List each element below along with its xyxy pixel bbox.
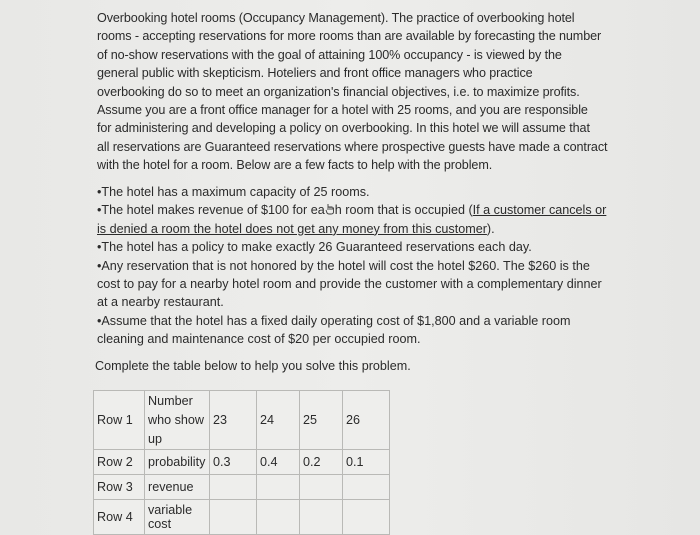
- fact-penalty: •Any reservation that is not honored by the hotel will cost the hotel $260. The $260 is the: [97, 258, 590, 273]
- intro-line: with the hotel for a room. Below are a few facts to help with the problem.: [97, 158, 493, 173]
- table-cell-empty: [257, 500, 300, 535]
- intro-paragraph: [97, 9, 607, 175]
- fact-penalty-cont: cost to pay for a nearby hotel room and provide the customer with a complementary dinner: [97, 277, 602, 292]
- fact-costs: •Assume that the hotel has a fixed daily operating cost of $1,800 and a variable room: [97, 313, 571, 328]
- overbooking-table: [93, 390, 390, 535]
- intro-line: all reservations are Guaranteed reservations where prospective guests have made a contract: [97, 139, 608, 154]
- hand-cursor-icon: [325, 202, 335, 214]
- table-cell: 26: [343, 391, 390, 450]
- table-row: [94, 500, 390, 535]
- table-cell: 24: [257, 391, 300, 450]
- table-cell: 0.4: [257, 450, 300, 475]
- intro-line: rooms - accepting reservations for more rooms than are available by forecasting the number: [97, 29, 602, 44]
- table-cell: 23: [210, 391, 257, 450]
- intro-line: for administering and developing a policy on overbooking. In this hotel we will assume that: [97, 121, 590, 136]
- fact-policy: •The hotel has a policy to make exactly 26 Guaranteed reservations each day.: [97, 240, 532, 255]
- table-cell-empty: [300, 475, 343, 500]
- table-row: [94, 450, 390, 475]
- table-cell-empty: [257, 475, 300, 500]
- table-cell-empty: [210, 500, 257, 535]
- intro-line: general public with skepticism. Hoteliers and front office managers who practice: [97, 66, 533, 81]
- row-label: Row 2: [94, 450, 145, 475]
- table-cell-empty: [210, 475, 257, 500]
- fact-capacity: •The hotel has a maximum capacity of 25 rooms.: [97, 185, 370, 199]
- fact-penalty-cont: at a nearby restaurant.: [97, 295, 224, 310]
- table-cell: 0.1: [343, 450, 390, 475]
- intro-line: of no-show reservations with the goal of attaining 100% occupancy - is viewed by the: [97, 47, 562, 62]
- intro-line: Overbooking hotel rooms (Occupancy Management). The practice of overbooking hotel: [97, 11, 575, 25]
- row-name: variable cost: [145, 500, 210, 535]
- fact-revenue: •The hotel makes revenue of $100 for ea h room that is occupied (If a customer cancels or: [97, 203, 607, 218]
- row-name: Number who show up: [145, 391, 210, 450]
- row-name: probability: [145, 450, 210, 475]
- table-cell: 25: [300, 391, 343, 450]
- table-row: [94, 475, 390, 500]
- row-label: Row 1: [94, 391, 145, 450]
- table-cell-empty: [300, 500, 343, 535]
- fact-costs-cont: cleaning and maintenance cost of $20 per occupied room.: [97, 332, 421, 347]
- table-row: [94, 391, 390, 450]
- table-cell: 0.3: [210, 450, 257, 475]
- table-cell-empty: [343, 475, 390, 500]
- intro-line: Assume you are a front office manager for a hotel with 25 rooms, and you are responsible: [97, 103, 588, 118]
- intro-line: overbooking do so to meet an organization's financial objectives, i.e. to maximize profits.: [97, 84, 580, 99]
- facts-list: [97, 183, 607, 349]
- fact-revenue-cont: is denied a room the hotel does not get any money from this customer).: [97, 221, 495, 236]
- table-cell: 0.2: [300, 450, 343, 475]
- table-cell-empty: [343, 500, 390, 535]
- row-label: Row 3: [94, 475, 145, 500]
- row-label: Row 4: [94, 500, 145, 535]
- instruction-text: Complete the table below to help you solve this problem.: [95, 359, 411, 373]
- row-name: revenue: [145, 475, 210, 500]
